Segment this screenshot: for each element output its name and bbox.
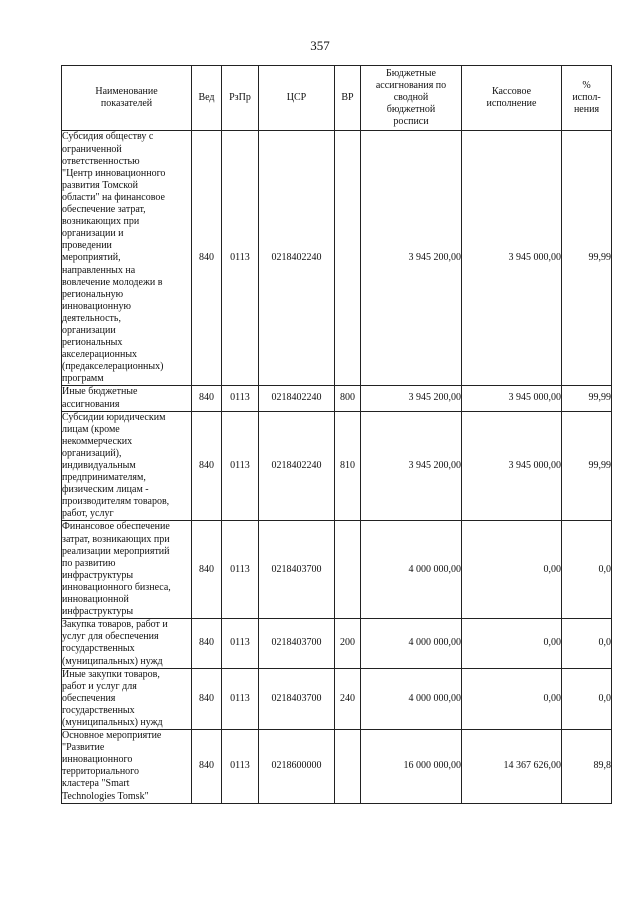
row-percent: 0,0	[562, 668, 612, 729]
table-row	[62, 131, 612, 386]
row-ved: 840	[192, 131, 222, 386]
row-executed: 0,00	[462, 619, 562, 668]
row-vr	[335, 131, 361, 386]
row-percent: 99,99	[562, 131, 612, 386]
row-assigned: 4 000 000,00	[361, 668, 462, 729]
row-rzpr: 0113	[222, 131, 259, 386]
row-vr: 240	[335, 668, 361, 729]
header-ved: Вед	[192, 66, 222, 131]
row-rzpr: 0113	[222, 411, 259, 521]
row-assigned: 16 000 000,00	[361, 730, 462, 804]
row-ved: 840	[192, 619, 222, 668]
row-csr: 0218403700	[259, 668, 335, 729]
row-assigned: 4 000 000,00	[361, 619, 462, 668]
row-ved: 840	[192, 730, 222, 804]
row-name: Основное мероприятие "Развитие инновационного территориального кластера "Smart Technologies Tomsk"	[62, 730, 192, 804]
row-assigned: 4 000 000,00	[361, 521, 462, 619]
row-name: Субсидия обществу с ограниченной ответственностью "Центр инновационного развития Томской области" на финансовое обеспечение затрат, возникающих при организации и проведении мероприятий, направленных на вовлечение молодежи в региональную инновационную деятельность, организации региональных акселерационных (предакселерационных) программ	[62, 131, 192, 386]
table-row	[62, 668, 612, 729]
table-row	[62, 730, 612, 804]
header-vr: ВР	[335, 66, 361, 131]
row-executed: 14 367 626,00	[462, 730, 562, 804]
table-row	[62, 619, 612, 668]
row-ved: 840	[192, 521, 222, 619]
row-name: Иные бюджетные ассигнования	[62, 386, 192, 411]
row-vr: 200	[335, 619, 361, 668]
row-csr: 0218600000	[259, 730, 335, 804]
row-assigned: 3 945 200,00	[361, 411, 462, 521]
header-name: Наименование показателей	[62, 66, 192, 131]
table-header	[62, 66, 612, 131]
row-csr: 0218402240	[259, 386, 335, 411]
row-name: Субсидии юридическим лицам (кроме некоммерческих организаций), индивидуальным предпринимателям, физическим лицам - производителям товаров, работ, услуг	[62, 411, 192, 521]
page-number: 357	[310, 38, 330, 53]
row-name: Иные закупки товаров, работ и услуг для обеспечения государственных (муниципальных) нужд	[62, 668, 192, 729]
row-vr: 810	[335, 411, 361, 521]
row-ved: 840	[192, 668, 222, 729]
row-assigned: 3 945 200,00	[361, 131, 462, 386]
row-percent: 0,0	[562, 521, 612, 619]
row-percent: 99,99	[562, 411, 612, 521]
header-assigned: Бюджетные ассигнования по сводной бюджетной росписи	[361, 66, 462, 131]
row-rzpr: 0113	[222, 386, 259, 411]
row-name: Закупка товаров, работ и услуг для обеспечения государственных (муниципальных) нужд	[62, 619, 192, 668]
row-csr: 0218403700	[259, 521, 335, 619]
row-percent: 89,8	[562, 730, 612, 804]
table-row	[62, 521, 612, 619]
table-row	[62, 411, 612, 521]
budget-table	[61, 65, 612, 804]
row-rzpr: 0113	[222, 619, 259, 668]
row-csr: 0218403700	[259, 619, 335, 668]
row-rzpr: 0113	[222, 668, 259, 729]
row-rzpr: 0113	[222, 521, 259, 619]
row-vr	[335, 521, 361, 619]
header-percent: % испол- нения	[562, 66, 612, 131]
row-ved: 840	[192, 386, 222, 411]
row-percent: 99,99	[562, 386, 612, 411]
row-name: Финансовое обеспечение затрат, возникающих при реализации мероприятий по развитию инфраструктуры инновационного бизнеса, инновационной инфраструктуры	[62, 521, 192, 619]
header-csr: ЦСР	[259, 66, 335, 131]
row-vr	[335, 730, 361, 804]
row-vr: 800	[335, 386, 361, 411]
header-rzpr: РзПр	[222, 66, 259, 131]
row-executed: 3 945 000,00	[462, 411, 562, 521]
row-percent: 0,0	[562, 619, 612, 668]
row-executed: 3 945 000,00	[462, 386, 562, 411]
row-executed: 0,00	[462, 668, 562, 729]
row-csr: 0218402240	[259, 411, 335, 521]
row-executed: 3 945 000,00	[462, 131, 562, 386]
row-assigned: 3 945 200,00	[361, 386, 462, 411]
row-ved: 840	[192, 411, 222, 521]
row-csr: 0218402240	[259, 131, 335, 386]
row-executed: 0,00	[462, 521, 562, 619]
table-row	[62, 386, 612, 411]
header-executed: Кассовое исполнение	[462, 66, 562, 131]
row-rzpr: 0113	[222, 730, 259, 804]
